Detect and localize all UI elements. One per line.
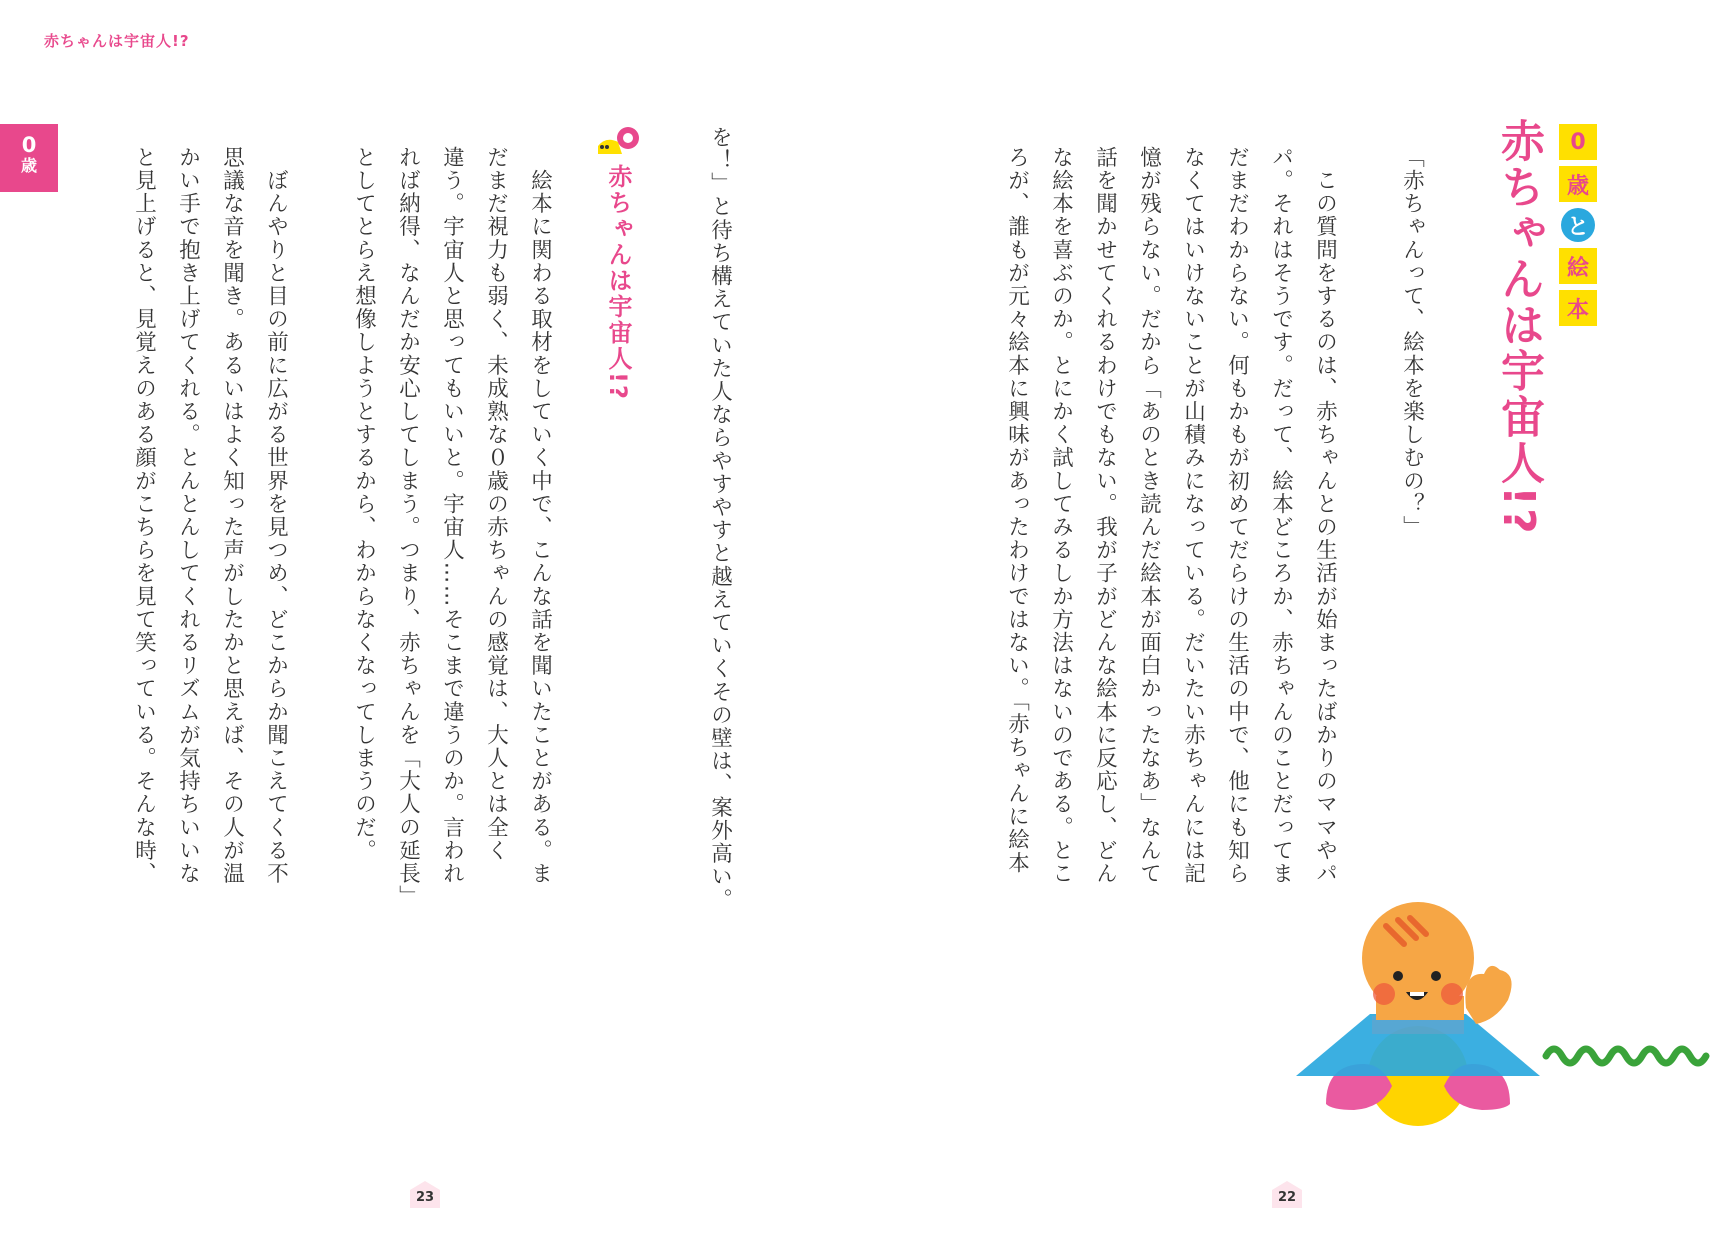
body-line: だまだ視力も弱く、未成熟な０歳の赤ちゃんの感覚は、大人とは全く bbox=[483, 146, 509, 863]
body-line: れば納得、なんだか安心してしまう。つまり、赤ちゃんを「大人の延長」 bbox=[395, 146, 421, 909]
body-line: なくてはいけないことが山積みになっている。だいたい赤ちゃんには記 bbox=[1180, 146, 1206, 886]
page-number-left bbox=[409, 1180, 441, 1208]
chapter-tag bbox=[1559, 124, 1603, 332]
body-line: ろが、誰もが元々絵本に興味があったわけではない。「赤ちゃんに絵本 bbox=[1004, 146, 1030, 875]
age-tab-unit: 歳 bbox=[20, 156, 37, 176]
age-tab-number: 0 bbox=[21, 133, 37, 157]
body-line: としてとらえ想像しようとするから、わからなくなってしまうのだ。 bbox=[351, 146, 377, 863]
chapter-tag-hon: 本 bbox=[1559, 290, 1597, 326]
page-number-right bbox=[1271, 1180, 1303, 1208]
body-line: 違う。宇宙人と思ってもいいと。宇宙人……そこまで違うのか。言われ bbox=[439, 146, 465, 886]
chapter-tag-e: 絵 bbox=[1559, 248, 1597, 284]
body-line: な絵本を喜ぶのか。とにかく試してみるしか方法はないのである。とこ bbox=[1048, 146, 1074, 886]
body-line: 「赤ちゃんって、絵本を楽しむの？」 bbox=[1399, 146, 1425, 539]
baby-illustration bbox=[1286, 896, 1712, 1136]
ufo-icon bbox=[596, 124, 644, 158]
chapter-tag-age: 0 bbox=[1559, 124, 1597, 160]
page-number-left-text: 23 bbox=[415, 1189, 435, 1205]
body-line: を！」と待ち構えていた人ならやすやすと越えていくその壁は、案外高い。 bbox=[707, 126, 733, 912]
running-head: 赤ちゃんは宇宙人!? bbox=[44, 32, 190, 50]
body-line: だまだわからない。何もかもが初めてだらけの生活の中で、他にも知ら bbox=[1224, 146, 1250, 886]
body-line: かい手で抱き上げてくれる。とんとんしてくれるリズムが気持ちいいな bbox=[175, 146, 201, 886]
age-tab bbox=[0, 124, 58, 192]
chapter-tag-and: と bbox=[1561, 208, 1595, 242]
body-line: 話を聞かせてくれるわけでもない。我が子がどんな絵本に反応し、どん bbox=[1092, 146, 1118, 886]
body-line: 思議な音を聞き。あるいはよく知った声がしたかと思えば、その人が温 bbox=[219, 146, 245, 886]
body-line: この質問をするのは、赤ちゃんとの生活が始まったばかりのママやパ bbox=[1312, 146, 1338, 886]
body-line: 憶が残らない。だから「あのとき読んだ絵本が面白かったなあ」なんて bbox=[1136, 146, 1162, 886]
body-line: 絵本に関わる取材をしていく中で、こんな話を聞いたことがある。ま bbox=[527, 146, 553, 886]
body-line: と見上げると、見覚えのある顔がこちらを見て笑っている。そんな時、 bbox=[131, 146, 157, 886]
page-number-right-text: 22 bbox=[1277, 1189, 1297, 1205]
body-line: パ。それはそうです。だって、絵本どころか、赤ちゃんのことだってま bbox=[1268, 146, 1294, 886]
chapter-tag-age-unit: 歳 bbox=[1559, 166, 1597, 202]
body-line: ぼんやりと目の前に広がる世界を見つめ、どこからか聞こえてくる不 bbox=[263, 146, 289, 886]
chapter-title: 赤ちゃんは宇宙人!? bbox=[1493, 118, 1544, 536]
section-title: 赤ちゃんは宇宙人!? bbox=[604, 164, 632, 401]
